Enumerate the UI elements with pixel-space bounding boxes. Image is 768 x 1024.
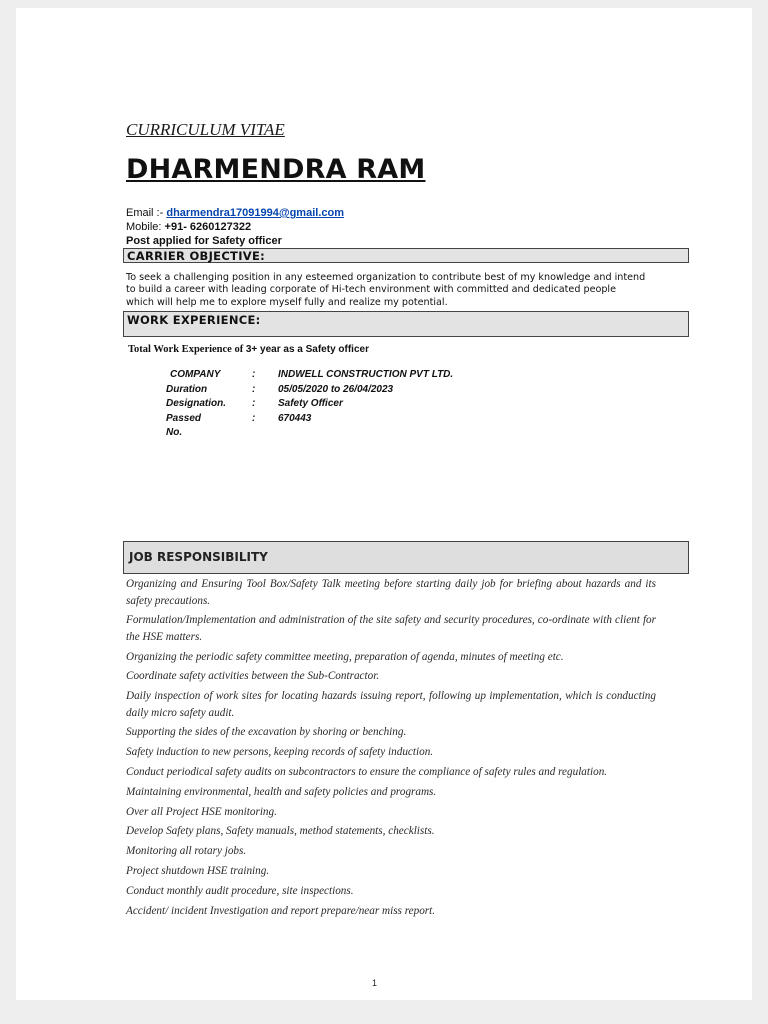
work-experience-heading-bar [123,311,689,337]
mobile-line [126,220,251,234]
post-applied: Post applied for Safety officer [126,235,282,247]
work-experience-heading: WORK EXPERIENCE: [127,313,261,327]
email-line [126,206,344,220]
total-experience-prefix: Total Work Experience of [128,344,244,355]
responsibility-item: Conduct monthly audit procedure, site inspections. [126,884,354,897]
post-applied-line [126,234,282,248]
responsibility-item: Organizing and Ensuring Tool Box/Safety Talk meeting before starting daily job for briefing about hazards and its safety precautions. [126,578,656,607]
experience-key: Passed No. [166,412,202,438]
document-page [16,8,752,1000]
objective-heading: CARRIER OBJECTIVE: [127,249,266,263]
experience-value: Safety Officer [278,398,343,409]
email-link[interactable]: dharmendra17091994@gmail.com [166,207,344,219]
responsibility-item: Develop Safety plans, Safety manuals, method statements, checklists. [126,825,435,838]
page-number: 1 [372,978,378,988]
mobile-label: Mobile: [126,221,162,233]
total-experience-suffix: 3+ year as a Safety officer [245,344,369,355]
experience-colon: : [252,412,256,424]
responsibility-item: Organizing the periodic safety committee meeting, preparation of agenda, minutes of meeting etc. [126,650,564,663]
responsibility-item: Conduct periodical safety audits on subcontractors to ensure the compliance of safety rules and regulation. [126,766,608,779]
responsibility-item: Supporting the sides of the excavation by shoring or benching. [126,726,407,739]
objective-heading-bar [123,248,689,263]
responsibility-item: Safety induction to new persons, keeping records of safety induction. [126,746,434,759]
responsibility-list [126,576,656,922]
experience-value: 670443 [278,412,312,424]
cv-label: CURRICULUM VITAE [126,120,285,139]
experience-value: 05/05/2020 to 26/04/2023 [278,383,394,395]
email-label: Email :- [126,207,164,219]
objective-text: To seek a challenging position in any esteemed organization to contribute best of my knowledge and intend to build a career with leading corporate of Hi-tech environment with committed and dedicated people which will help me to explore myself fully and realize my potential. [126,272,646,308]
candidate-name: DHARMENDRA RAM [126,154,426,185]
responsibility-item: Over all Project HSE monitoring. [126,805,277,818]
experience-key: Designation. [166,398,227,409]
responsibility-item: Monitoring all rotary jobs. [126,845,247,858]
experience-value: INDWELL CONSTRUCTION PVT LTD. [278,369,454,380]
total-experience [128,344,369,355]
mobile-number: +91- 6260127322 [164,221,252,233]
responsibility-item: Formulation/Implementation and administration of the site safety and security procedures, co-ordinate with client for the HSE matters. [126,614,656,643]
experience-colon: : [252,383,256,395]
responsibility-item: Accident/ incident Investigation and report prepare/near miss report. [126,904,436,917]
responsibility-item: Project shutdown HSE training. [126,865,270,878]
job-responsibility-heading: JOB RESPONSIBILITY [129,550,268,564]
experience-key: Duration [166,383,208,395]
responsibility-item: Maintaining environmental, health and safety policies and programs. [126,785,437,798]
responsibility-item: Daily inspection of work sites for locating hazards issuing report, following up implementation, which is conducting daily micro safety audit. [126,690,656,719]
experience-colon: : [252,398,256,409]
responsibility-item: Coordinate safety activities between the Sub-Contractor. [126,670,380,683]
job-responsibility-heading-bar [123,541,689,574]
experience-key: COMPANY [170,369,221,380]
experience-colon: : [252,369,256,380]
